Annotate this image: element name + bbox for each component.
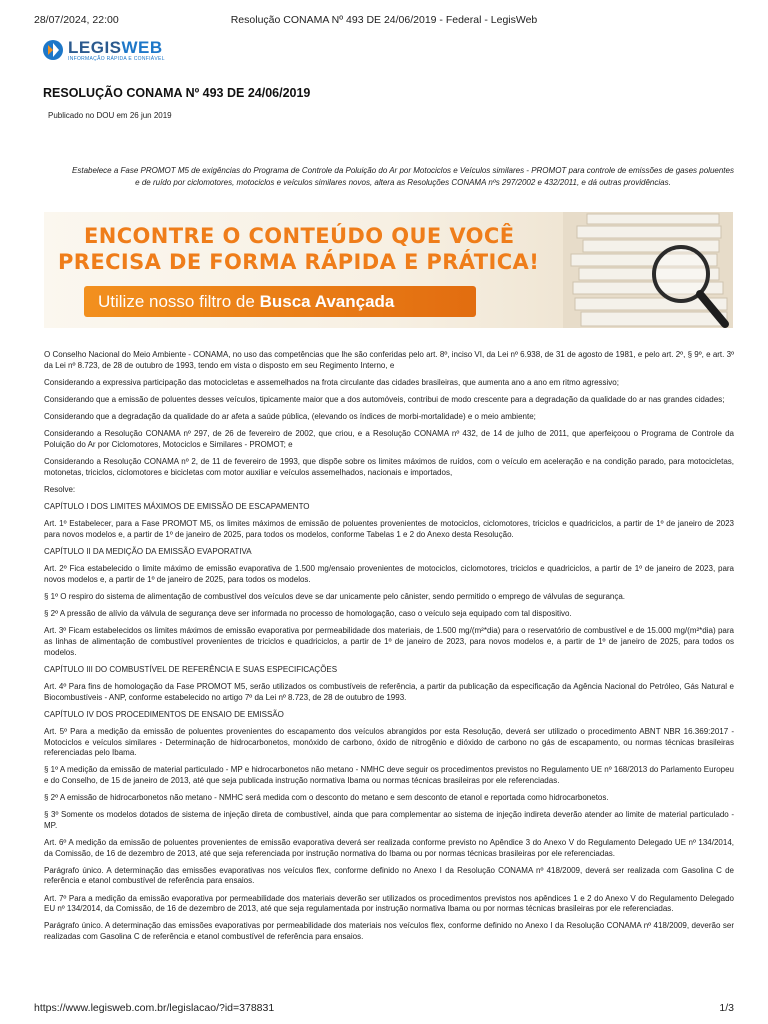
publication-note: Publicado no DOU em 26 jun 2019	[48, 111, 172, 120]
considering-paragraph: Considerando a Resolução CONAMA nº 2, de 11 de fevereiro de 1993, que dispõe sobre os limites máximos de ruídos, com o veículo em aceleração e na condição parado, para motocicletas, motonetas, triciclos, ciclomotores e bicicletas com motor auxiliar e veículos assemelhados, nacionais e importados,	[44, 457, 734, 477]
article-paragraph: Art. 2º Fica estabelecido o limite máximo de emissão evaporativa de 1.500 mg/ensaio provenientes de motociclos, ciclomotores, triciclos e quadriciclos, a partir de 1º de janeiro de 2023, para novos modelos e, a partir de 1º de janeiro de 2025, para todos os modelos.	[44, 564, 734, 584]
article-paragraph: Parágrafo único. A determinação das emissões evaporativas nos veículos flex, conforme definido no Anexo I da Resolução CONAMA nº 418/2009, deverá ser realizada com Gasolina C de referência e etanol combustível de referência para ensaios.	[44, 865, 734, 886]
article-paragraph: Art. 4º Para fins de homologação da Fase PROMOT M5, serão utilizados os combustíveis de referência, a partir da publicação da especificação da Agência Nacional do Petróleo, Gás Natural e Biocombustíveis - ANP, conforme estabelecido no artigo 7º da Lei nº 8.723, de 28 de outubro de 1993.	[44, 681, 734, 702]
chapter-heading: CAPÍTULO I DOS LIMITES MÁXIMOS DE EMISSÃO DE ESCAPAMENTO	[44, 502, 310, 512]
legisweb-logo-icon	[42, 39, 64, 61]
logo-wordmark	[68, 39, 165, 62]
considering-paragraph: Considerando a expressiva participação das motocicletas e assemelhados na frota circulante das cidades brasileiras, que aumenta ano a ano em ritmo agressivo;	[44, 377, 619, 387]
logo-brand: LEGISWEB	[68, 37, 163, 57]
legisweb-logo[interactable]	[42, 38, 165, 62]
page-number: 1/3	[719, 1002, 734, 1014]
advanced-search-banner[interactable]	[44, 212, 733, 328]
chapter-heading: CAPÍTULO IV DOS PROCEDIMENTOS DE ENSAIO DE EMISSÃO	[44, 709, 284, 719]
resolution-body	[44, 350, 734, 949]
article-paragraph: § 2º A emissão de hidrocarbonetos não metano - NMHC será medida com o desconto do metano e sem desconto de etanol e reportada como hidrocarbonetos.	[44, 793, 609, 803]
advanced-search-button[interactable]: Utilize nosso filtro de Busca Avançada	[84, 286, 476, 317]
logo-tagline: INFORMAÇÃO RÁPIDA E CONFIÁVEL	[68, 55, 165, 62]
chapter-heading: CAPÍTULO III DO COMBUSTÍVEL DE REFERÊNCIA E SUAS ESPECIFICAÇÕES	[44, 664, 338, 674]
ementa-summary: Estabelece a Fase PROMOT M5 de exigências do Programa de Controle da Poluição do Ar por Motociclos e Veículos similares - PROMOT para controle de emissões de gases poluentes e de ruído por ciclomotores, motociclos e veículos similares novos, altera as Resoluções CONAMA nºs 297/2002 e 432/2011, e dá outras providências.	[72, 166, 734, 187]
considering-paragraph: Considerando a Resolução CONAMA nº 297, de 26 de fevereiro de 2002, que criou, e a Resolução CONAMA nº 432, de 14 de julho de 2011, que aperfeiçoou o Programa de Controle da Poluição do Ar por Ciclomotores, Motociclos e Similares - PROMOT; e	[44, 429, 734, 449]
banner-headline-1: ENCONTRE O CONTEÚDO QUE VOCÊ	[84, 224, 515, 248]
article-paragraph: Art. 3º Ficam estabelecidos os limites máximos de emissão evaporativa por permeabilidade dos materiais, de 1.500 mg/(m²*dia) para o reservatório de combustível e de 15.000 mg/(m²*dia) para as linhas de alimentação de combustível provenientes de triciclos e quadriciclos, a partir de 1º de janeiro de 2023, para novos modelos e, a partir de 1º de janeiro de 2025, para todos os modelos.	[44, 626, 734, 657]
banner-headline-2: PRECISA DE FORMA RÁPIDA E PRÁTICA!	[58, 250, 540, 274]
article-paragraph: Art. 6º A medição da emissão de poluentes provenientes de emissão evaporativa deverá ser realizada conforme previsto no Apêndice 3 do Anexo V do Regulamento Delegado UE nº 134/2014, da Comissão, de 16 de dezembro de 2013, até que seja referenciada por instrução normativa do Ibama ou por normas técnicas brasileiras por ele referenciadas.	[44, 838, 734, 858]
article-paragraph: Art. 7º Para a medição da emissão evaporativa por permeabilidade dos materiais deverão ser utilizados os procedimentos previstos nos apêndices 1 e 2 do Anexo V do Regulamento Delegado EU nº 134/2014, da Comissão, de 16 de dezembro de 2013, até que seja regulamentada por instrução normativa Ibama ou por normas técnicas brasileiras por ele referenciadas.	[44, 893, 734, 914]
article-paragraph: Art. 5º Para a medição da emissão de poluentes provenientes do escapamento dos veículos abrangidos por esta Resolução, deverá ser utilizado o procedimento ABNT NBR 16.369:2017 - Motociclos e veículos similares - Determinação de hidrocarbonetos, monóxido de carbono, óxido de nitrogênio e dióxido de carbono no gás de escapamento, ou normas técnicas brasileiras referenciadas pelo Ibama.	[44, 726, 734, 758]
preamble-paragraph: O Conselho Nacional do Meio Ambiente - CONAMA, no uso das competências que lhe são conferidas pelo art. 8º, inciso VI, da Lei nº 6.938, de 31 de agosto de 1981, e pelo art. 2º, § 9º, e art. 3º da Lei nº 8.723, de 28 de outubro de 1993, tendo em vista o disposto em seu Regimento Interno, e	[44, 350, 734, 370]
article-paragraph: § 1º O respiro do sistema de alimentação de combustível dos veículos deve se dar unicamente pelo cânister, sendo permitido o emprego de válvulas de segurança.	[44, 592, 626, 602]
article-paragraph: § 3º Somente os modelos dotados de sistema de injeção direta de combustível, ainda que para complementar ao sistema de injeção indireta deverão atender ao limite de material particulado - MP.	[44, 810, 734, 830]
considering-paragraph: Considerando que a emissão de poluentes desses veículos, tipicamente maior que a dos automóveis, contribui de modo crescente para a degradação da qualidade do ar nas grandes cidades;	[44, 394, 725, 404]
article-paragraph: Art. 1º Estabelecer, para a Fase PROMOT M5, os limites máximos de emissão de poluentes provenientes de motociclos, ciclomotores, triciclos e quadriciclos, a partir de 1º de janeiro de 2023 para novos modelos e, a partir de 1º de janeiro de 2025, para todos os modelos, conforme Tabelas 1 e 2 do Anexo desta Resolução.	[44, 519, 734, 539]
print-footer	[34, 1002, 734, 1016]
article-paragraph: Parágrafo único. A determinação das emissões evaporativas por permeabilidade dos materiais nos veículos flex, conforme definido no Anexo I da Resolução CONAMA nº 418/2009, deverão ser realizadas com Gasolina C de referência e etanol combustível de referência para ensaios.	[44, 921, 734, 941]
article-paragraph: § 2º A pressão de alívio da válvula de segurança deve ser informada no processo de homologação, caso o veículo seja equipado com tal dispositivo.	[44, 609, 572, 619]
print-url[interactable]: https://www.legisweb.com.br/legislacao/?id=378831	[34, 1002, 275, 1014]
resolve-label: Resolve:	[44, 484, 76, 494]
considering-paragraph: Considerando que a degradação da qualidade do ar afeta a saúde pública, (elevando os índices de morbi-mortalidade) e o meio ambiente;	[44, 412, 536, 422]
print-datetime: 28/07/2024, 22:00	[34, 14, 119, 26]
print-header	[34, 14, 734, 28]
page-title: RESOLUÇÃO CONAMA Nº 493 DE 24/06/2019	[43, 86, 311, 100]
chapter-heading: CAPÍTULO II DA MEDIÇÃO DA EMISSÃO EVAPORATIVA	[44, 547, 252, 557]
print-document-title: Resolução CONAMA Nº 493 DE 24/06/2019 - Federal - LegisWeb	[230, 14, 538, 26]
article-paragraph: § 1º A medição da emissão de material particulado - MP e hidrocarbonetos não metano - NMHC deve seguir os procedimentos previstos no Regulamento UE nº 168/2013 do Parlamento Europeu e do Conselho, de 15 de janeiro de 2013, até que seja publicada instrução normativa Ibama ou normas técnicas brasileiras por ele referenciadas.	[44, 765, 734, 785]
